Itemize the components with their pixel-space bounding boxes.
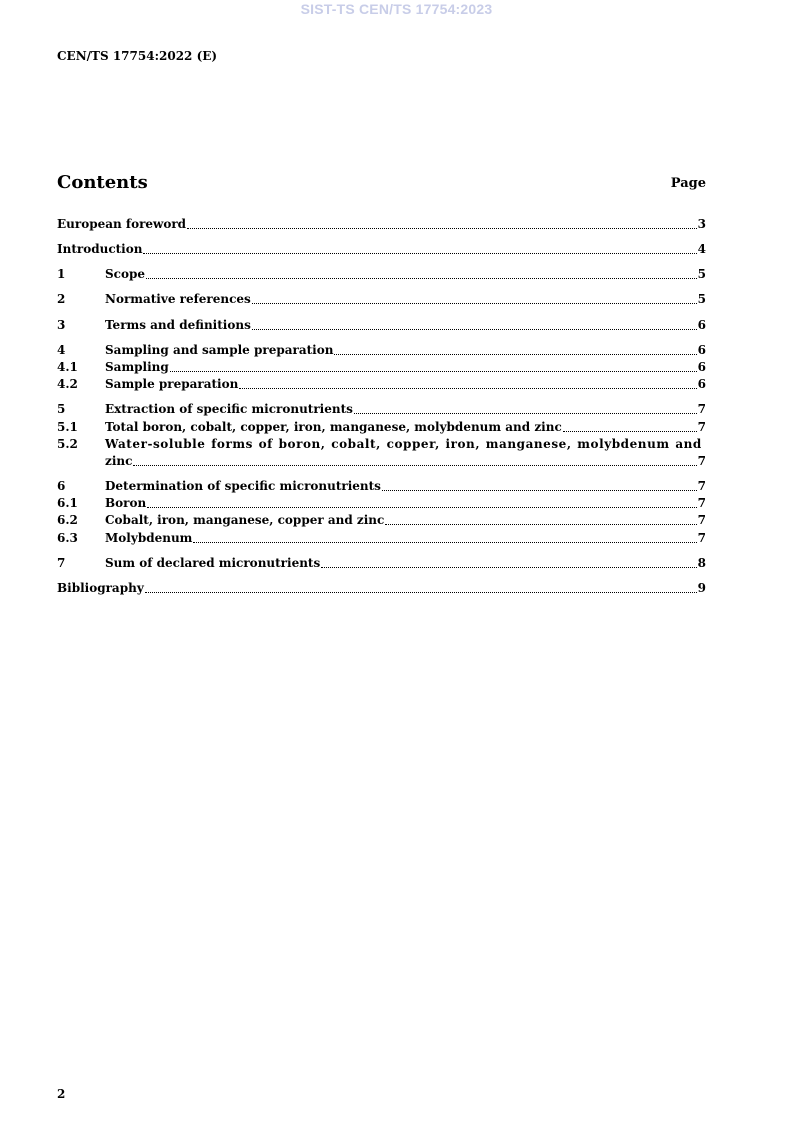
toc-entry-number: 2 <box>57 292 66 306</box>
toc-entry-title: Bibliography <box>57 581 144 595</box>
dot-leader <box>147 506 696 508</box>
toc-entry[interactable] <box>57 359 706 375</box>
toc-entry-continuation[interactable] <box>57 453 706 469</box>
toc-entry[interactable] <box>57 436 706 452</box>
toc-entry-page: 8 <box>697 556 706 570</box>
dot-leader <box>321 566 696 568</box>
toc-entry-number: 5 <box>57 402 66 416</box>
toc-entry-title: Sum of declared micronutrients <box>105 556 321 570</box>
toc-entry-number: 5.2 <box>57 437 78 451</box>
toc-entry-page: 4 <box>697 242 706 256</box>
toc-entry-title: European foreword <box>57 217 187 231</box>
toc-entry-number: 4.2 <box>57 377 78 391</box>
toc-entry[interactable] <box>57 216 706 232</box>
toc-entry[interactable] <box>57 512 706 528</box>
toc-entry-title-continued: zinc <box>105 454 133 468</box>
dot-leader <box>170 370 697 372</box>
toc-entry-number: 1 <box>57 267 66 281</box>
toc-entry-title: Boron <box>105 496 147 510</box>
dot-leader <box>252 328 697 330</box>
dot-leader <box>563 430 697 432</box>
dot-leader <box>334 353 696 355</box>
toc-entry-number: 4.1 <box>57 360 78 374</box>
toc-entry-number: 7 <box>57 556 66 570</box>
toc-entry[interactable] <box>57 580 706 596</box>
toc-entry-title: Molybdenum <box>105 531 193 545</box>
toc-entry-number: 6.1 <box>57 496 78 510</box>
toc-entry-page: 5 <box>697 292 706 306</box>
dot-leader <box>143 252 696 254</box>
toc-entry[interactable] <box>57 495 706 511</box>
toc-entry-page: 7 <box>697 454 706 468</box>
toc-entry-page: 6 <box>697 377 706 391</box>
toc-entry-page: 7 <box>697 479 706 493</box>
dot-leader <box>146 277 697 279</box>
toc-entry-number: 4 <box>57 343 66 357</box>
dot-leader <box>252 302 697 304</box>
toc-entry-page: 7 <box>697 496 706 510</box>
toc-entry-title: Extraction of specific micronutrients <box>105 402 353 416</box>
toc-entry-number: 6.2 <box>57 513 78 527</box>
toc-entry[interactable] <box>57 241 706 257</box>
toc-entry-page: 6 <box>697 318 706 332</box>
toc-entry-number: 6.3 <box>57 531 78 545</box>
toc-entry-title: Terms and definitions <box>105 318 251 332</box>
toc-entry-title: Determination of specific micronutrients <box>105 479 381 493</box>
toc-entry-title: Introduction <box>57 242 143 256</box>
document-id: CEN/TS 17754:2022 (E) <box>57 49 218 63</box>
toc-entry-number: 3 <box>57 318 66 332</box>
toc-entry[interactable] <box>57 530 706 546</box>
toc-entry[interactable] <box>57 317 706 333</box>
page-column-label: Page <box>670 176 706 191</box>
toc-entry[interactable] <box>57 342 706 358</box>
toc-entry-title: Sampling <box>105 360 169 374</box>
toc-entry[interactable] <box>57 376 706 392</box>
toc-entry-title: Water-soluble forms of boron, cobalt, copper, iron, manganese, molybdenum and <box>105 437 702 451</box>
toc-entry[interactable] <box>57 419 706 435</box>
dot-leader <box>133 464 696 466</box>
toc-entry-title: Sample preparation <box>105 377 239 391</box>
toc-entry-page: 7 <box>697 402 706 416</box>
toc-entry-title: Scope <box>105 267 146 281</box>
page-number: 2 <box>57 1087 66 1101</box>
toc-entry-page: 9 <box>697 581 706 595</box>
dot-leader <box>187 227 697 229</box>
toc-entry-title: Normative references <box>105 292 251 306</box>
toc-entry-number: 5.1 <box>57 420 78 434</box>
dot-leader <box>385 523 696 525</box>
toc-entry-page: 5 <box>697 267 706 281</box>
toc-entry[interactable] <box>57 478 706 494</box>
dot-leader <box>145 591 697 593</box>
watermark: SIST-TS CEN/TS 17754:2023 <box>300 1 493 17</box>
toc-entry-page: 7 <box>697 513 706 527</box>
toc-entry-page: 6 <box>697 360 706 374</box>
toc-entry-page: 7 <box>697 531 706 545</box>
dot-leader <box>193 541 696 543</box>
toc-entry[interactable] <box>57 401 706 417</box>
toc-entry-title: Sampling and sample preparation <box>105 343 334 357</box>
contents-title: Contents <box>57 172 148 193</box>
toc-entry[interactable] <box>57 555 706 571</box>
contents-header <box>57 172 706 198</box>
toc-entry-title: Total boron, cobalt, copper, iron, manganese, molybdenum and zinc <box>105 420 562 434</box>
dot-leader <box>354 412 697 414</box>
toc-entry-page: 3 <box>697 217 706 231</box>
toc-entry-page: 6 <box>697 343 706 357</box>
toc-entry[interactable] <box>57 266 706 282</box>
dot-leader <box>382 489 697 491</box>
toc-entry[interactable] <box>57 291 706 307</box>
toc-entry-number: 6 <box>57 479 66 493</box>
toc-entry-page: 7 <box>697 420 706 434</box>
dot-leader <box>239 387 696 389</box>
toc-entry-title: Cobalt, iron, manganese, copper and zinc <box>105 513 385 527</box>
